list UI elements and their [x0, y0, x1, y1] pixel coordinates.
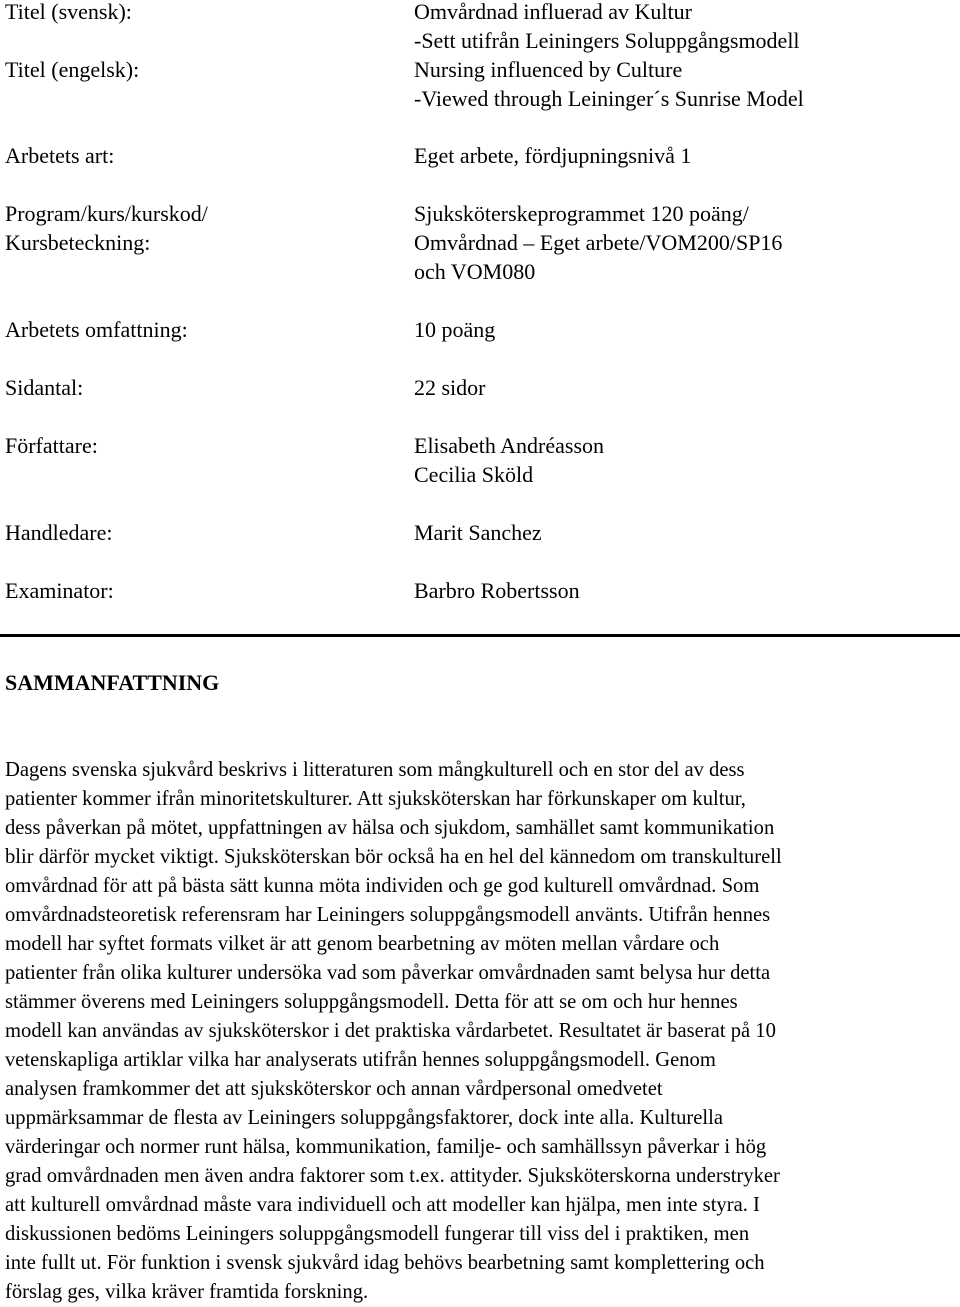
title-sv-line1: Omvårdnad influerad av Kultur — [414, 0, 692, 24]
work-type-value: Eget arbete, fördjupningsnivå 1 — [414, 143, 692, 168]
title-en-label: Titel (engelsk): — [5, 57, 140, 82]
abstract-line: omvårdnadsteoretisk referensram har Leiningers soluppgångsmodell använts. Utifrån hennes — [5, 904, 771, 926]
program-label-line2: Kursbeteckning: — [5, 230, 151, 255]
examiner-value: Barbro Robertsson — [414, 578, 580, 603]
abstract-line: analysen framkommer det att sjuksköterskor och annan vårdpersonal omedvetet — [5, 1078, 663, 1100]
abstract-line: inte fullt ut. För funktion i svensk sjukvård idag behövs bearbetning samt komplettering och — [5, 1252, 765, 1274]
abstract-line: patienter kommer ifrån minoritetskulturer. Att sjuksköterskan har förkunskaper om kultur, — [5, 788, 746, 810]
work-type-label: Arbetets art: — [5, 143, 115, 168]
abstract-line: modell har syftet formats vilket är att genom bearbetning av möten mellan vårdare och — [5, 933, 720, 955]
abstract-line: Dagens svenska sjukvård beskrivs i litteraturen som mångkulturell och en stor del av dess — [5, 759, 745, 781]
horizontal-divider — [0, 634, 960, 637]
supervisor-value: Marit Sanchez — [414, 520, 542, 545]
abstract-line: blir därför mycket viktigt. Sjuksköterskan bör också ha en hel del kännedom om transkulturell — [5, 846, 782, 868]
supervisor-label: Handledare: — [5, 520, 113, 545]
title-en-line2: -Viewed through Leininger´s Sunrise Model — [414, 86, 804, 111]
pages-label: Sidantal: — [5, 375, 84, 400]
abstract-body — [5, 756, 960, 1307]
author-2: Cecilia Sköld — [414, 462, 534, 487]
scope-value: 10 poäng — [414, 317, 496, 342]
abstract-heading: SAMMANFATTNING — [5, 670, 220, 695]
pages-value: 22 sidor — [414, 375, 486, 400]
program-value-line1: Sjuksköterskeprogrammet 120 poäng/ — [414, 201, 749, 226]
program-label-line1: Program/kurs/kurskod/ — [5, 201, 208, 226]
title-sv-line2: -Sett utifrån Leiningers Soluppgångsmodell — [414, 28, 800, 53]
abstract-line: att kulturell omvårdnad måste vara individuell och att modeller kan hjälpa, men inte styra. I — [5, 1194, 760, 1216]
abstract-line: stämmer överens med Leiningers soluppgångsmodell. Detta för att se om och hur hennes — [5, 991, 738, 1013]
abstract-line: värderingar och normer runt hälsa, kommunikation, familje- och samhällssyn påverkar i hög — [5, 1136, 767, 1158]
authors-label: Författare: — [5, 433, 98, 458]
author-1: Elisabeth Andréasson — [414, 433, 605, 458]
examiner-label: Examinator: — [5, 578, 114, 603]
abstract-line: vetenskapliga artiklar vilka har analyserats utifrån hennes soluppgångsmodell. Genom — [5, 1049, 716, 1071]
abstract-line: omvårdnad för att på bästa sätt kunna möta individen och ge god kulturell omvårdnad. Som — [5, 875, 760, 897]
scope-label: Arbetets omfattning: — [5, 317, 188, 342]
abstract-line: diskussionen bedöms Leiningers soluppgångsmodell fungerar till viss del i praktiken, men — [5, 1223, 750, 1245]
abstract-line: uppmärksammar de flesta av Leiningers soluppgångsfaktorer, dock inte alla. Kulturella — [5, 1107, 724, 1129]
abstract-line: dess påverkan på mötet, uppfattningen av hälsa och sjukdom, samhället samt kommunikation — [5, 817, 775, 839]
abstract-line: förslag ges, vilka kräver framtida forskning. — [5, 1281, 369, 1303]
program-value-line3: och VOM080 — [414, 259, 536, 284]
abstract-line: modell kan användas av sjuksköterskor i det praktiska vårdarbetet. Resultatet är baserat på 10 — [5, 1020, 776, 1042]
abstract-line: grad omvårdnaden men även andra faktorer som t.ex. attityder. Sjuksköterskorna understryker — [5, 1165, 780, 1187]
title-en-line1: Nursing influenced by Culture — [414, 57, 683, 82]
title-sv-label: Titel (svensk): — [5, 0, 132, 24]
abstract-line: patienter från olika kulturer undersöka vad som påverkar omvårdnaden samt belysa hur detta — [5, 962, 771, 984]
program-value-line2: Omvårdnad – Eget arbete/VOM200/SP16 — [414, 230, 783, 255]
